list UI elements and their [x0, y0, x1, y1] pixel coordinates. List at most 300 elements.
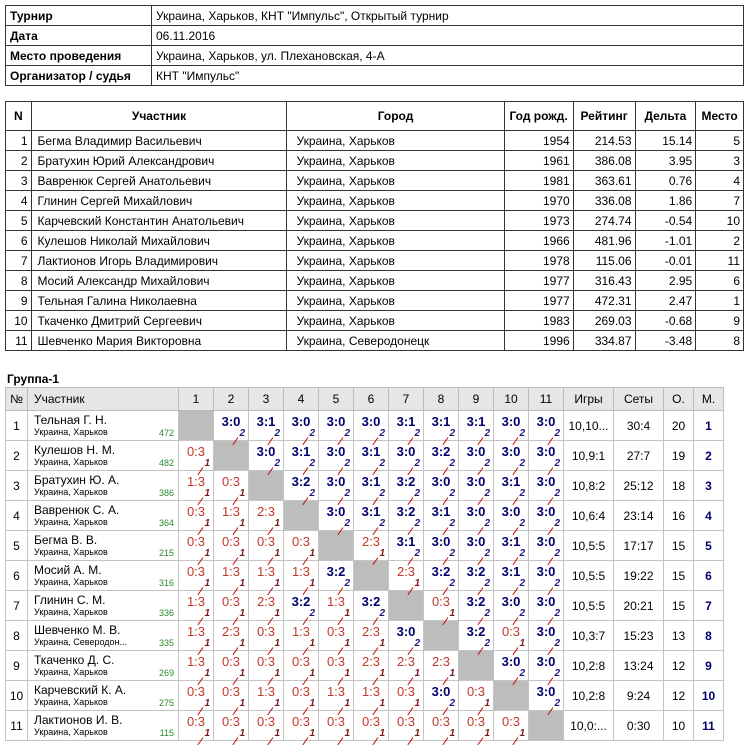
match-score: 3:0: [466, 534, 486, 549]
match-score: 3:0: [396, 444, 416, 459]
match-points: 2: [484, 578, 490, 589]
match-score: 3:0: [536, 534, 556, 549]
table-cell: 2: [6, 151, 32, 171]
match-cell[interactable]: [249, 621, 284, 651]
match-score: 3:0: [536, 564, 556, 579]
col-num-header: №: [6, 388, 28, 411]
match-cell[interactable]: [459, 681, 494, 711]
match-cell[interactable]: [529, 681, 564, 711]
match-points: 2: [449, 578, 455, 589]
match-cell[interactable]: [179, 531, 214, 561]
player-name: Лактионов И. В.: [34, 713, 123, 727]
match-cell[interactable]: [249, 561, 284, 591]
match-score: 3:0: [221, 414, 241, 429]
table-cell: Лактионов Игорь Владимирович: [31, 251, 287, 271]
match-points: 2: [484, 638, 490, 649]
place-cell: 6: [694, 561, 724, 591]
match-cell[interactable]: [389, 531, 424, 561]
match-score: 3:0: [326, 444, 346, 459]
match-score: 3:1: [291, 444, 311, 459]
sets-cell: 30:4: [614, 411, 664, 441]
match-points: 2: [309, 428, 315, 439]
self-cell: [319, 531, 354, 561]
match-cell[interactable]: [249, 501, 284, 531]
col-opponent-header: 2: [214, 388, 249, 411]
match-cell[interactable]: [389, 651, 424, 681]
match-cell[interactable]: [249, 441, 284, 471]
match-points: 2: [449, 698, 455, 709]
match-score: 3:2: [361, 594, 381, 609]
match-score: 1:3: [186, 594, 206, 609]
player-rating: 316: [158, 577, 174, 588]
match-score: 0:3: [221, 534, 241, 549]
match-cell[interactable]: [319, 711, 354, 741]
match-cell[interactable]: [354, 711, 389, 741]
match-cell[interactable]: [319, 501, 354, 531]
match-points: 2: [484, 488, 490, 499]
match-cell[interactable]: [494, 501, 529, 531]
match-points: 1: [379, 728, 385, 739]
table-cell: -0.01: [635, 251, 696, 271]
info-label: Турнир: [6, 6, 152, 26]
match-points: 2: [344, 428, 350, 439]
match-cell[interactable]: [214, 561, 249, 591]
match-score: 0:3: [256, 534, 276, 549]
match-cell[interactable]: [424, 651, 459, 681]
match-points: 2: [379, 488, 385, 499]
match-score: 2:3: [396, 654, 416, 669]
table-cell: Братухин Юрий Александрович: [31, 151, 287, 171]
player-cell: [28, 711, 179, 741]
participants-table: [5, 101, 744, 351]
match-cell[interactable]: [319, 681, 354, 711]
match-score: 3:0: [361, 414, 381, 429]
match-cell[interactable]: [249, 591, 284, 621]
self-cell: [179, 411, 214, 441]
match-score: 0:3: [291, 654, 311, 669]
player-name: Бегма В. В.: [34, 533, 98, 547]
player-cell: [28, 591, 179, 621]
match-cell[interactable]: [214, 651, 249, 681]
player-rating: 115: [159, 727, 174, 738]
match-score: 0:3: [291, 534, 311, 549]
col-opponent-header: 7: [389, 388, 424, 411]
match-cell[interactable]: [354, 681, 389, 711]
table-cell: 1: [696, 291, 744, 311]
table-cell: Украина, Харьков: [287, 251, 504, 271]
match-cell[interactable]: [284, 531, 319, 561]
place-cell: 3: [694, 471, 724, 501]
match-score: 0:3: [221, 684, 241, 699]
match-score: 3:0: [466, 474, 486, 489]
match-points: 2: [274, 458, 280, 469]
match-cell[interactable]: [529, 531, 564, 561]
sets-cell: 19:22: [614, 561, 664, 591]
table-cell: 481.96: [573, 231, 635, 251]
group-row: [6, 441, 724, 471]
match-points: 2: [519, 578, 525, 589]
row-number: 10: [6, 681, 28, 711]
match-cell[interactable]: [284, 651, 319, 681]
match-cell[interactable]: [459, 561, 494, 591]
table-cell: Украина, Харьков: [287, 131, 504, 151]
match-cell[interactable]: [424, 411, 459, 441]
match-score: 0:3: [291, 684, 311, 699]
match-cell[interactable]: [494, 411, 529, 441]
match-cell[interactable]: [389, 711, 424, 741]
col-games-header: Игры: [564, 388, 614, 411]
row-number: 5: [6, 531, 28, 561]
match-cell[interactable]: [529, 501, 564, 531]
match-score: 2:3: [221, 624, 241, 639]
col-opponent-header: 1: [179, 388, 214, 411]
column-header: Место: [696, 102, 744, 131]
match-score: 1:3: [186, 624, 206, 639]
place-cell: 2: [694, 441, 724, 471]
match-score: 0:3: [186, 534, 206, 549]
match-cell[interactable]: [459, 711, 494, 741]
match-score: 3:0: [536, 474, 556, 489]
match-points: 1: [309, 698, 315, 709]
match-cell[interactable]: [179, 711, 214, 741]
table-cell: 5: [6, 211, 32, 231]
match-cell[interactable]: [424, 561, 459, 591]
player-city: Украина, Харьков: [34, 696, 108, 707]
match-points: 1: [239, 668, 245, 679]
group-row: [6, 681, 724, 711]
games-cell: 10,2:8: [564, 681, 614, 711]
match-cell[interactable]: [284, 681, 319, 711]
match-cell[interactable]: [354, 441, 389, 471]
match-cell[interactable]: [494, 441, 529, 471]
self-cell: [214, 441, 249, 471]
table-cell: 1.86: [635, 191, 696, 211]
match-cell[interactable]: [354, 651, 389, 681]
table-cell: 1961: [504, 151, 573, 171]
match-points: 2: [414, 638, 420, 649]
table-cell: 9: [696, 311, 744, 331]
match-cell[interactable]: [529, 591, 564, 621]
table-cell: Украина, Харьков: [287, 271, 504, 291]
match-cell[interactable]: [529, 411, 564, 441]
match-cell[interactable]: [389, 441, 424, 471]
match-score: 0:3: [256, 624, 276, 639]
sets-cell: 0:30: [614, 711, 664, 741]
match-cell[interactable]: [459, 501, 494, 531]
match-cell[interactable]: [284, 621, 319, 651]
match-cell[interactable]: [389, 471, 424, 501]
match-score: 1:3: [221, 564, 241, 579]
match-cell[interactable]: [284, 411, 319, 441]
match-cell[interactable]: [494, 591, 529, 621]
match-score: 0:3: [186, 504, 206, 519]
table-cell: 316.43: [573, 271, 635, 291]
match-cell[interactable]: [529, 621, 564, 651]
player-rating: 269: [158, 667, 174, 678]
match-cell[interactable]: [179, 561, 214, 591]
self-cell: [354, 561, 389, 591]
col-opponent-header: 4: [284, 388, 319, 411]
match-points: 2: [344, 488, 350, 499]
match-cell[interactable]: [284, 561, 319, 591]
match-score: 1:3: [326, 684, 346, 699]
match-cell[interactable]: [319, 561, 354, 591]
match-cell[interactable]: [214, 411, 249, 441]
match-cell[interactable]: [494, 711, 529, 741]
match-cell[interactable]: [284, 441, 319, 471]
player-rating: 472: [158, 427, 174, 438]
match-points: 1: [309, 668, 315, 679]
match-score: 3:1: [501, 564, 521, 579]
match-cell[interactable]: [214, 471, 249, 501]
match-cell[interactable]: [424, 531, 459, 561]
match-points: 2: [519, 488, 525, 499]
match-cell[interactable]: [214, 591, 249, 621]
table-cell: 1970: [504, 191, 573, 211]
player-cell: [28, 411, 179, 441]
info-row: [6, 6, 744, 26]
match-cell[interactable]: [389, 681, 424, 711]
match-points: 1: [274, 608, 280, 619]
table-cell: 8: [6, 271, 32, 291]
match-cell[interactable]: [424, 591, 459, 621]
player-cell: [28, 531, 179, 561]
match-points: 2: [414, 428, 420, 439]
match-cell[interactable]: [354, 501, 389, 531]
match-cell[interactable]: [249, 651, 284, 681]
table-cell: 1977: [504, 271, 573, 291]
match-cell[interactable]: [529, 441, 564, 471]
match-score: 3:0: [291, 414, 311, 429]
match-points: 1: [274, 668, 280, 679]
match-cell[interactable]: [424, 471, 459, 501]
games-cell: 10,10...: [564, 411, 614, 441]
match-score: 3:0: [536, 594, 556, 609]
match-cell[interactable]: [354, 591, 389, 621]
match-score: 3:0: [501, 504, 521, 519]
match-score: 2:3: [396, 564, 416, 579]
table-cell: Украина, Северодонецк: [287, 331, 504, 351]
player-cell: [28, 501, 179, 531]
match-points: 1: [414, 668, 420, 679]
match-cell[interactable]: [319, 441, 354, 471]
table-cell: 269.03: [573, 311, 635, 331]
row-number: 8: [6, 621, 28, 651]
match-cell[interactable]: [319, 471, 354, 501]
match-points: 2: [554, 428, 560, 439]
match-score: 3:0: [466, 444, 486, 459]
match-cell[interactable]: [319, 591, 354, 621]
match-cell[interactable]: [424, 711, 459, 741]
match-cell[interactable]: [459, 621, 494, 651]
table-row: [6, 311, 744, 331]
match-points: 1: [449, 668, 455, 679]
match-cell[interactable]: [249, 411, 284, 441]
match-cell[interactable]: [424, 441, 459, 471]
match-cell[interactable]: [459, 411, 494, 441]
match-cell[interactable]: [389, 561, 424, 591]
match-points: 1: [204, 638, 210, 649]
match-points: 1: [379, 638, 385, 649]
match-cell[interactable]: [214, 681, 249, 711]
table-cell: 3.95: [635, 151, 696, 171]
match-cell[interactable]: [179, 681, 214, 711]
place-cell: 5: [694, 531, 724, 561]
match-cell[interactable]: [494, 621, 529, 651]
match-score: 3:1: [396, 534, 416, 549]
points-cell: 18: [664, 471, 694, 501]
self-cell: [494, 681, 529, 711]
match-cell[interactable]: [494, 651, 529, 681]
match-cell[interactable]: [389, 501, 424, 531]
group-title: Группа-1: [7, 372, 60, 386]
match-score: 0:3: [186, 564, 206, 579]
player-rating: 364: [158, 517, 174, 528]
table-row: [6, 171, 744, 191]
table-cell: Украина, Харьков: [287, 151, 504, 171]
match-score: 0:3: [186, 714, 206, 729]
col-sets-header: Сеты: [614, 388, 664, 411]
table-cell: 1: [6, 131, 32, 151]
sets-cell: 13:24: [614, 651, 664, 681]
match-score: 3:0: [326, 474, 346, 489]
match-cell[interactable]: [214, 711, 249, 741]
match-cell[interactable]: [424, 681, 459, 711]
place-cell: 8: [694, 621, 724, 651]
sets-cell: 15:23: [614, 621, 664, 651]
match-cell[interactable]: [389, 621, 424, 651]
match-score: 3:2: [396, 504, 416, 519]
player-cell: [28, 651, 179, 681]
match-points: 2: [379, 428, 385, 439]
player-city: Украина, Харьков: [34, 606, 108, 617]
table-cell: Бегма Владимир Васильевич: [31, 131, 287, 151]
match-score: 0:3: [221, 714, 241, 729]
match-cell[interactable]: [284, 471, 319, 501]
match-points: 2: [554, 488, 560, 499]
table-cell: 2.95: [635, 271, 696, 291]
match-cell[interactable]: [249, 681, 284, 711]
match-score: 3:1: [431, 414, 451, 429]
match-cell[interactable]: [179, 591, 214, 621]
games-cell: 10,2:8: [564, 651, 614, 681]
match-points: 1: [239, 728, 245, 739]
match-cell[interactable]: [354, 531, 389, 561]
table-cell: 4: [696, 171, 744, 191]
match-cell[interactable]: [529, 651, 564, 681]
table-cell: 9: [6, 291, 32, 311]
match-cell[interactable]: [354, 471, 389, 501]
match-cell[interactable]: [354, 621, 389, 651]
table-cell: 2: [696, 231, 744, 251]
table-cell: -1.01: [635, 231, 696, 251]
match-cell[interactable]: [179, 471, 214, 501]
player-name: Карчевский К. А.: [34, 683, 127, 697]
player-name: Мосий А. М.: [34, 563, 102, 577]
column-header: Год рожд.: [504, 102, 573, 131]
match-score: 3:0: [501, 594, 521, 609]
match-points: 1: [204, 518, 210, 529]
match-points: 1: [484, 698, 490, 709]
table-cell: Карчевский Константин Анатольевич: [31, 211, 287, 231]
match-score: 3:2: [431, 444, 451, 459]
match-points: 1: [379, 698, 385, 709]
match-cell[interactable]: [459, 591, 494, 621]
row-number: 2: [6, 441, 28, 471]
match-cell[interactable]: [494, 471, 529, 501]
match-score: 2:3: [431, 654, 451, 669]
info-value: 06.11.2016: [152, 26, 744, 46]
match-score: 3:0: [536, 654, 556, 669]
match-score: 1:3: [186, 474, 206, 489]
match-points: 2: [309, 458, 315, 469]
match-points: 2: [554, 458, 560, 469]
match-points: 2: [309, 608, 315, 619]
match-cell[interactable]: [179, 651, 214, 681]
match-score: 3:1: [431, 504, 451, 519]
match-cell[interactable]: [319, 411, 354, 441]
row-number: 1: [6, 411, 28, 441]
match-cell[interactable]: [319, 621, 354, 651]
match-points: 2: [449, 428, 455, 439]
table-cell: Шевченко Мария Викторовна: [31, 331, 287, 351]
match-cell[interactable]: [214, 501, 249, 531]
info-row: [6, 46, 744, 66]
match-cell[interactable]: [249, 711, 284, 741]
table-cell: 6: [696, 271, 744, 291]
match-cell[interactable]: [389, 411, 424, 441]
match-score: 3:2: [396, 474, 416, 489]
match-cell[interactable]: [214, 621, 249, 651]
match-cell[interactable]: [529, 561, 564, 591]
match-points: 2: [449, 548, 455, 559]
match-cell[interactable]: [354, 411, 389, 441]
match-cell[interactable]: [319, 651, 354, 681]
group-row: [6, 591, 724, 621]
table-cell: Вавренюк Сергей Анатольевич: [31, 171, 287, 191]
match-cell[interactable]: [179, 501, 214, 531]
match-cell[interactable]: [284, 591, 319, 621]
table-cell: Украина, Харьков: [287, 311, 504, 331]
table-cell: 1966: [504, 231, 573, 251]
match-score: 3:2: [291, 594, 311, 609]
match-cell[interactable]: [249, 531, 284, 561]
match-cell[interactable]: [284, 711, 319, 741]
match-cell[interactable]: [529, 471, 564, 501]
match-cell[interactable]: [459, 441, 494, 471]
match-points: 2: [379, 608, 385, 619]
match-points: 1: [344, 728, 350, 739]
match-cell[interactable]: [214, 531, 249, 561]
match-cell[interactable]: [459, 531, 494, 561]
match-cell[interactable]: [424, 501, 459, 531]
match-cell[interactable]: [459, 471, 494, 501]
group-row: [6, 531, 724, 561]
self-cell: [424, 621, 459, 651]
info-label: Дата: [6, 26, 152, 46]
match-score: 1:3: [291, 624, 311, 639]
group-row: [6, 711, 724, 741]
match-cell[interactable]: [179, 441, 214, 471]
column-header: Рейтинг: [573, 102, 635, 131]
match-cell[interactable]: [494, 561, 529, 591]
match-cell[interactable]: [494, 531, 529, 561]
match-score: 3:2: [291, 474, 311, 489]
match-points: 2: [414, 488, 420, 499]
match-points: 1: [274, 518, 280, 529]
match-cell[interactable]: [179, 621, 214, 651]
player-cell: [28, 621, 179, 651]
